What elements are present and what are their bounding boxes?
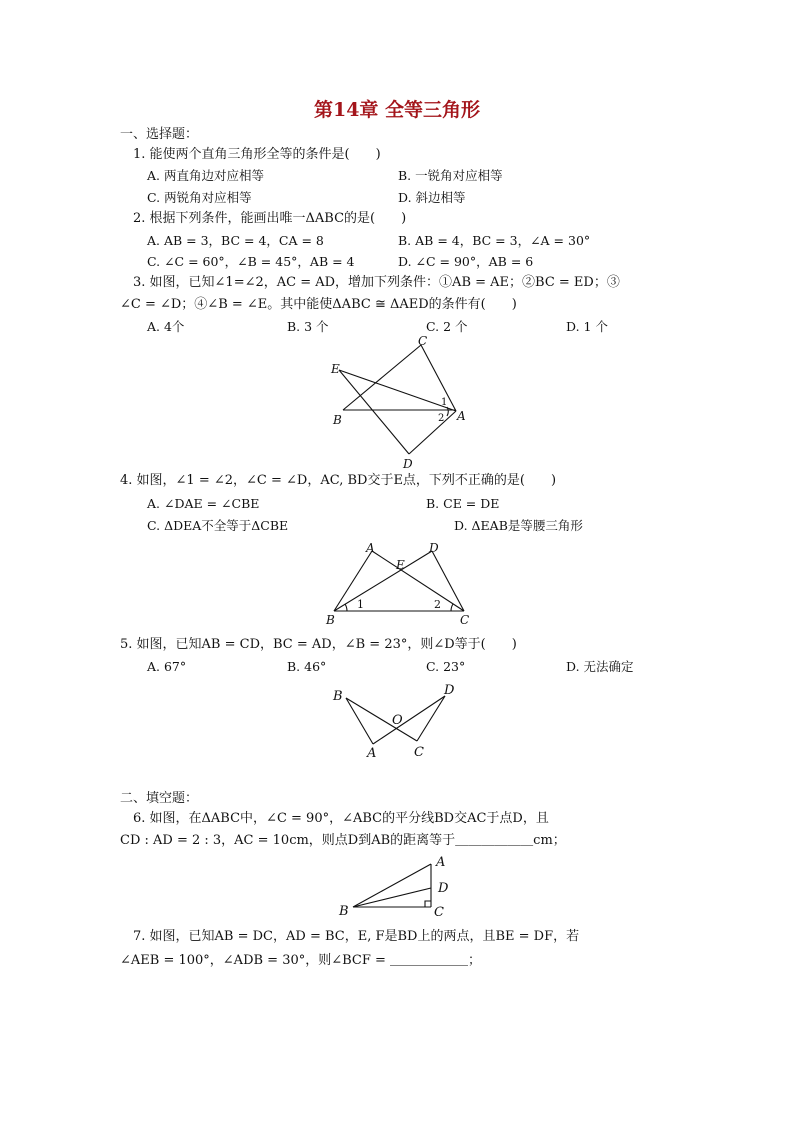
fig3-angle-2: 2: [438, 413, 445, 424]
question-4-option-c: C. ΔDEA不全等于ΔCBE: [147, 518, 289, 533]
fig5-label-o: O: [392, 713, 403, 728]
question-5-stem: 5. 如图，已知AB = CD，BC = AD，∠B = 23°，则∠D等于( ): [120, 637, 517, 652]
question-2-option-c: C. ∠C = 60°，∠B = 45°，AB = 4: [147, 254, 355, 269]
question-7-line2: ∠AEB = 100°，∠ADB = 30°，则∠BCF = ＿＿＿＿＿＿；: [120, 953, 482, 968]
question-4-option-d: D. ΔEAB是等腰三角形: [454, 518, 583, 533]
fig3-label-b: B: [333, 413, 342, 427]
fig3-label-e: E: [331, 362, 340, 376]
fig6-label-a: A: [436, 855, 446, 870]
question-5-option-a: A. 67°: [147, 659, 187, 674]
fig4-label-d: D: [429, 541, 439, 555]
fig3-label-a: A: [457, 409, 466, 423]
fig4-label-e: E: [396, 558, 405, 572]
fig6-label-b: B: [339, 904, 349, 919]
question-5-option-c: C. 23°: [426, 659, 466, 674]
question-3-option-a: A. 4个: [147, 319, 185, 334]
figure-question-5: [325, 678, 465, 762]
question-2-stem: 2. 根据下列条件，能画出唯一ΔABC的是( ): [133, 211, 407, 226]
question-3-stem-line1: 3. 如图，已知∠1=∠2，AC = AD，增加下列条件：①AB = AE；②BC = ED；③: [133, 275, 620, 290]
question-6-line2: CD : AD = 2 : 3，AC = 10cm，则点D到AB的距离等于＿＿＿＿＿＿cm；: [120, 833, 566, 848]
question-1-stem: 1. 能使两个直角三角形全等的条件是( ): [133, 147, 381, 162]
question-5-option-d: D. 无法确定: [566, 659, 634, 674]
question-4-stem: 4. 如图，∠1 = ∠2，∠C = ∠D，AC, BD交于E点，下列不正确的是( ): [120, 473, 557, 488]
fig5-label-c: C: [414, 745, 424, 760]
question-2-option-d: D. ∠C = 90°，AB = 6: [398, 254, 534, 269]
question-6-line1: 6. 如图，在ΔABC中，∠C = 90°，∠ABC的平分线BD交AC于点D，且: [133, 811, 549, 826]
figure-question-3: [325, 332, 475, 472]
fig4-label-c: C: [460, 613, 470, 627]
question-5-option-b: B. 46°: [287, 659, 327, 674]
page-title: 第14章 全等三角形: [313, 99, 481, 121]
fig3-angle-1: 1: [441, 397, 448, 408]
question-2-option-b: B. AB = 4，BC = 3，∠A = 30°: [398, 233, 591, 248]
fig4-angle-1: 1: [357, 598, 364, 611]
fig4-angle-2: 2: [434, 598, 441, 611]
section-fill-heading: 二、填空题：: [120, 791, 199, 806]
fig3-label-c: C: [418, 334, 428, 348]
figure-question-4: [320, 538, 480, 628]
question-4-option-b: B. CE = DE: [426, 496, 500, 511]
question-3-option-d: D. 1 个: [566, 319, 608, 334]
fig6-label-d: D: [438, 881, 449, 896]
fig3-label-d: D: [403, 457, 413, 471]
fig5-label-a: A: [367, 746, 377, 761]
figure-question-6: [333, 848, 463, 920]
section-choice-heading: 一、选择题：: [120, 127, 199, 142]
question-1-option-c: C. 两锐角对应相等: [147, 190, 252, 205]
fig4-label-a: A: [366, 541, 375, 555]
fig4-label-b: B: [326, 613, 335, 627]
question-1-option-b: B. 一锐角对应相等: [398, 168, 503, 183]
question-3-stem-line2: ∠C = ∠D；④∠B = ∠E。其中能使ΔABC ≅ ΔAED的条件有( ): [120, 297, 517, 312]
question-3-option-b: B. 3 个: [287, 319, 329, 334]
question-1-option-d: D. 斜边相等: [398, 190, 466, 205]
question-3-option-c: C. 2 个: [426, 319, 468, 334]
question-7-line1: 7. 如图，已知AB = DC，AD = BC，E, F是BD上的两点，且BE = DF，若: [133, 929, 580, 944]
fig6-label-c: C: [434, 905, 444, 920]
question-2-option-a: A. AB = 3，BC = 4，CA = 8: [147, 233, 324, 248]
question-1-option-a: A. 两直角边对应相等: [147, 168, 264, 183]
fig5-label-b: B: [333, 689, 343, 704]
question-4-option-a: A. ∠DAE = ∠CBE: [147, 496, 260, 511]
fig5-label-d: D: [444, 683, 455, 698]
